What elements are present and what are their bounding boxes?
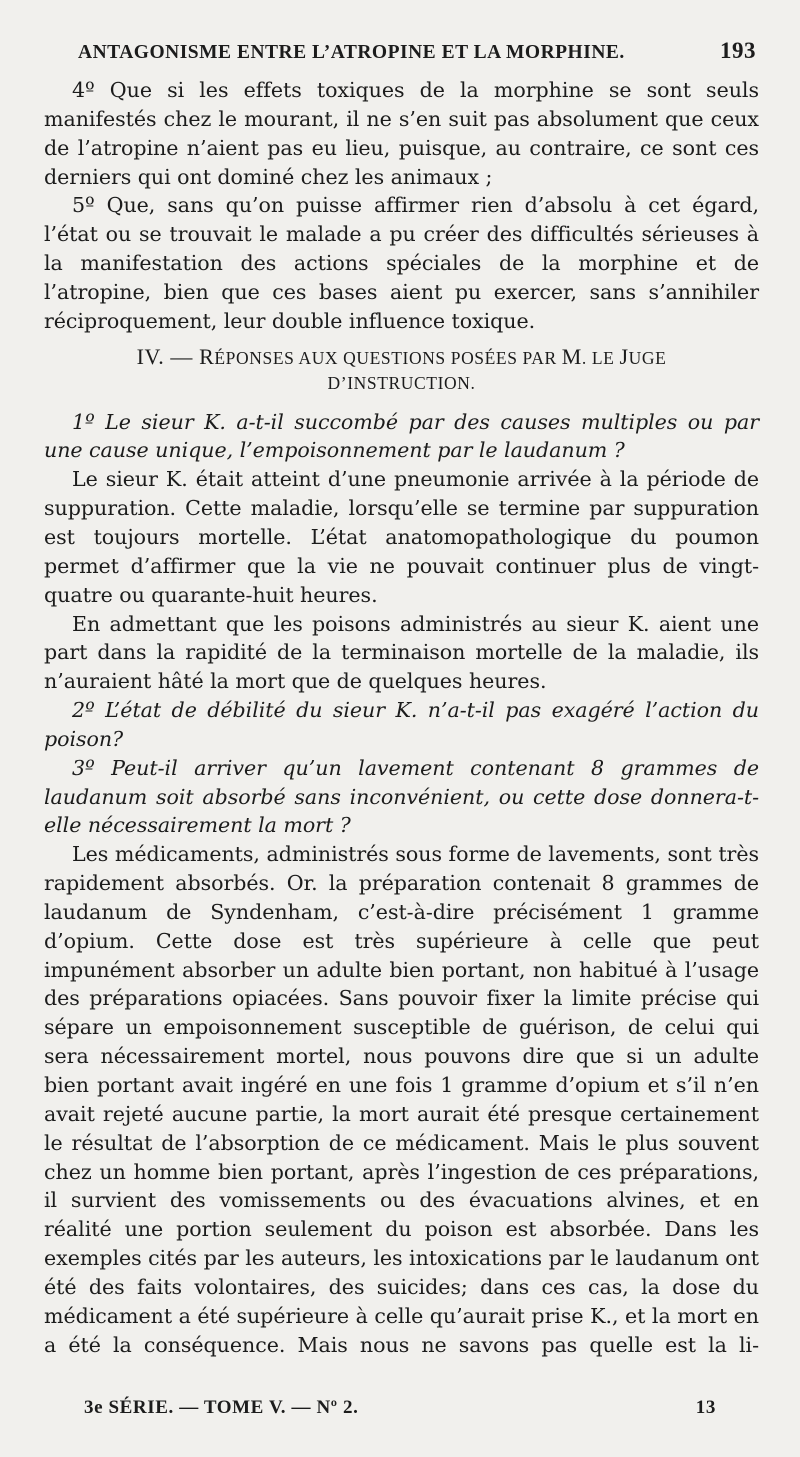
- paragraph-conclusion-5: 5º Que, sans qu’on puisse affirmer rien d’absolu à cet égard, l’état ou se trouvait le malade a pu créer des difficultés sérieuses à la manifestation des actions spéciales de la morphine et de l’atropine, bien que ces bases aient pu exercer, sans s’annihiler réciproquement, leur double influence toxique.: [44, 193, 759, 333]
- heading-line-2: D’INSTRUCTION.: [327, 372, 476, 393]
- page-header: [78, 34, 756, 64]
- running-title: ANTAGONISME ENTRE L’ATROPINE ET LA MORPHINE.: [78, 42, 625, 63]
- question-2: 2º L’état de débilité du sieur K. n’a-t-il pas exagéré l’action du poison?: [44, 698, 759, 751]
- page-footer: [84, 1389, 716, 1419]
- series-info: 3e SÉRIE. — TOME V. — Nº 2.: [84, 1397, 359, 1418]
- heading-line-1: IV. — RÉPONSES AUX QUESTIONS POSÉES PAR M. LE JUGE: [136, 343, 667, 369]
- answer-paragraph-3: Les médicaments, administrés sous forme de lavements, sont très rapidement absorbés. Or. la préparation contenait 8 grammes de laudanum de Syndenham, c’est-à-dire précisément 1 gramme d’opium. Cette dose est très supérieure à celle que peut impunément absorber un adulte bien portant, non habitué à l’usage des préparations opiacées. Sans pouvoir fixer la limite précise qui sépare un empoisonnement susceptible de guérison, de celui qui sera nécessairement mortel, nous pouvons dire que si un adulte bien portant avait ingéré en une fois 1 gramme d’opium et s’il n’en avait rejeté aucune partie, la mort aurait été presque certainement le résultat de l’absorption de ce médicament. Mais le plus souvent chez un homme bien portant, après l’ingestion de ces préparations, il survient des vomissements ou des évacuations alvines, et en réalité une portion seulement du poison est absorbée. Dans les exemples cités par les auteurs, les intoxications par le laudanum ont été des faits volontaires, des suicides; dans ces cas, la dose du médicament a été supérieure à celle qu’aurait prise K., et la mort en a été la conséquence. Mais nous ne savons pas quelle est la li-: [44, 842, 759, 1357]
- paragraph-conclusion-4: 4º Que si les effets toxiques de la morphine se sont seuls manifestés chez le mourant, il ne s’en suit pas absolument que ceux de l’atropine n’aient pas eu lieu, puisque, au contraire, ce sont ces derniers qui ont dominé chez les animaux ;: [44, 78, 759, 189]
- signature-mark: 13: [695, 1397, 716, 1418]
- question-1: 1º Le sieur K. a-t-il succombé par des causes multiples ou par une cause unique, l’empoisonnement par le laudanum ?: [44, 409, 759, 463]
- answer-paragraph-1: Le sieur K. était atteint d’une pneumonie arrivée à la période de suppuration. Cette maladie, lorsqu’elle se termine par suppuration est toujours mortelle. L’état anatomopathologique du poumon permet d’affirmer que la vie ne pouvait continuer plus de vingt-quatre ou quarante-huit heures.: [44, 467, 759, 607]
- page-number: 193: [720, 38, 756, 63]
- section-heading: [44, 344, 759, 396]
- answer-paragraph-2: En admettant que les poisons administrés au sieur K. aient une part dans la rapidité de la terminaison mortelle de la maladie, ils n’auraient hâté la mort que de quelques heures.: [44, 611, 759, 694]
- page-body: [44, 76, 759, 1359]
- question-3: 3º Peut-il arriver qu’un lavement contenant 8 grammes de laudanum soit absorbé sans inconvénient, ou cette dose donnera-t-elle nécessairement la mort ?: [44, 755, 759, 838]
